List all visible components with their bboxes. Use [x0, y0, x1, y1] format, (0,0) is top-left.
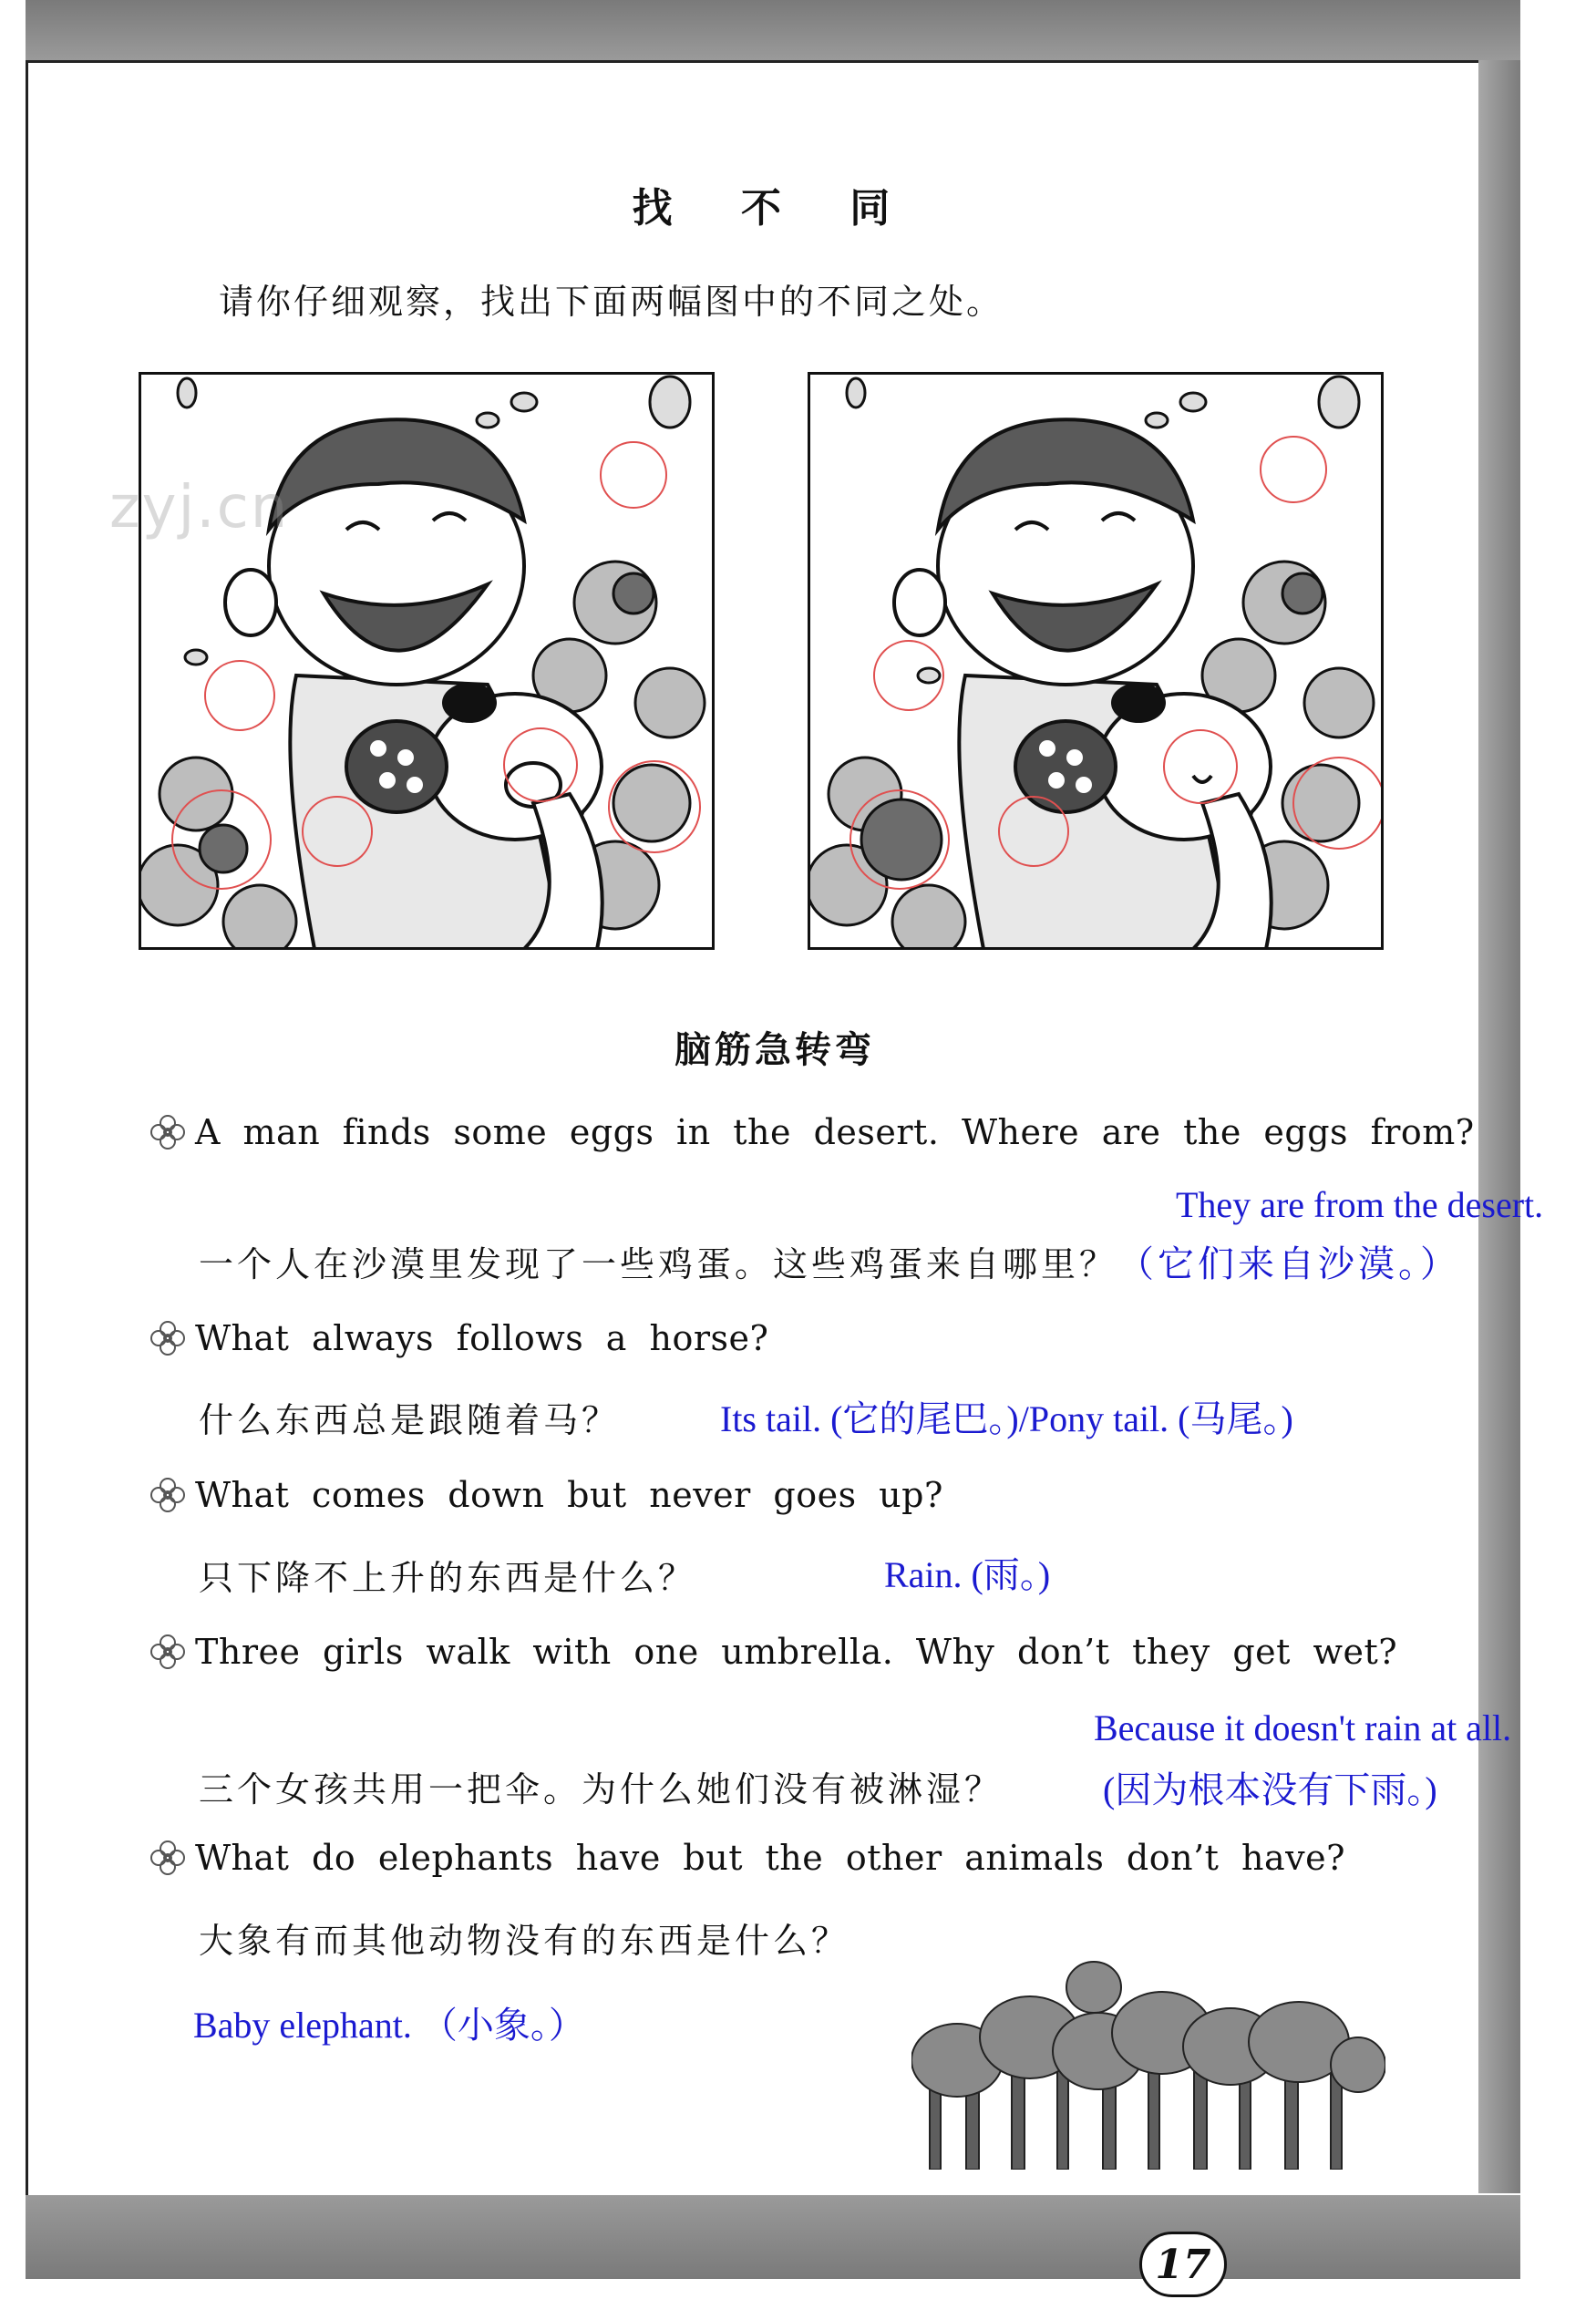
flower-bullet-icon — [144, 1477, 191, 1513]
answer-3: Rain. (雨。) — [884, 1554, 1051, 1595]
question-5-cn: 大象有而其他动物没有的东西是什么？ — [199, 1921, 850, 1961]
question-1 — [144, 1112, 1475, 1152]
question-2 — [144, 1318, 768, 1358]
question-text-cn — [199, 1235, 1460, 1287]
question-3 — [144, 1475, 943, 1515]
spot-difference-title: 找 不 同 — [632, 185, 918, 232]
question-1-cn: 一个人在沙漠里发现了一些鸡蛋。这些鸡蛋来自哪里？ — [199, 1244, 1118, 1284]
brain-teaser-title: 脑筋急转弯 — [674, 1029, 875, 1071]
question-4 — [144, 1632, 1397, 1672]
page-number-badge — [1139, 2232, 1227, 2297]
question-3-cn: 只下降不上升的东西是什么？ — [199, 1558, 697, 1598]
question-text-en: What do elephants have but the other animals don’t have? — [195, 1838, 1345, 1878]
boy-dog-illustration — [810, 375, 1384, 950]
question-text-en: What comes down but never goes up? — [195, 1475, 943, 1515]
flower-bullet-icon — [144, 1114, 191, 1150]
elephant-forest-illustration — [911, 1960, 1385, 2170]
flower-bullet-icon — [144, 1840, 191, 1876]
question-4-cn: 三个女孩共用一把伞。为什么她们没有被淋湿？ — [199, 1769, 1004, 1810]
spot-difference-instruction: 请你仔细观察，找出下面两幅图中的不同之处。 — [219, 282, 1004, 322]
bottom-border-band — [26, 2195, 1520, 2279]
right-border-band — [1478, 60, 1520, 2193]
answer-4-en: Because it doesn't rain at all. — [1094, 1707, 1512, 1748]
answer-4-cn: (因为根本没有下雨。) — [1103, 1769, 1437, 1810]
boy-dog-illustration — [141, 375, 715, 950]
answer-1-en: They are from the desert. — [1176, 1184, 1544, 1225]
answer-1-cn: （它们来自沙漠。） — [1117, 1243, 1461, 1284]
question-text-en: Three girls walk with one umbrella. Why don’t they get wet? — [195, 1632, 1398, 1672]
question-5 — [144, 1838, 1345, 1878]
watermark-text: zyj.cn — [109, 474, 290, 541]
page-number: 17 — [1155, 2241, 1211, 2288]
question-text-en: A man finds some eggs in the desert. Where are the eggs from? — [195, 1112, 1475, 1152]
spot-difference-picture-right — [808, 372, 1384, 950]
flower-bullet-icon — [144, 1634, 191, 1670]
flower-bullet-icon — [144, 1320, 191, 1356]
spot-difference-picture-left — [139, 372, 715, 950]
top-border-band — [26, 0, 1520, 60]
answer-5: Baby elephant. （小象。） — [193, 2005, 585, 2046]
question-text-en: What always follows a horse? — [195, 1318, 769, 1358]
answer-2: Its tail. (它的尾巴。)/Pony tail. (马尾。) — [720, 1398, 1293, 1439]
question-2-cn: 什么东西总是跟随着马？ — [199, 1400, 621, 1440]
